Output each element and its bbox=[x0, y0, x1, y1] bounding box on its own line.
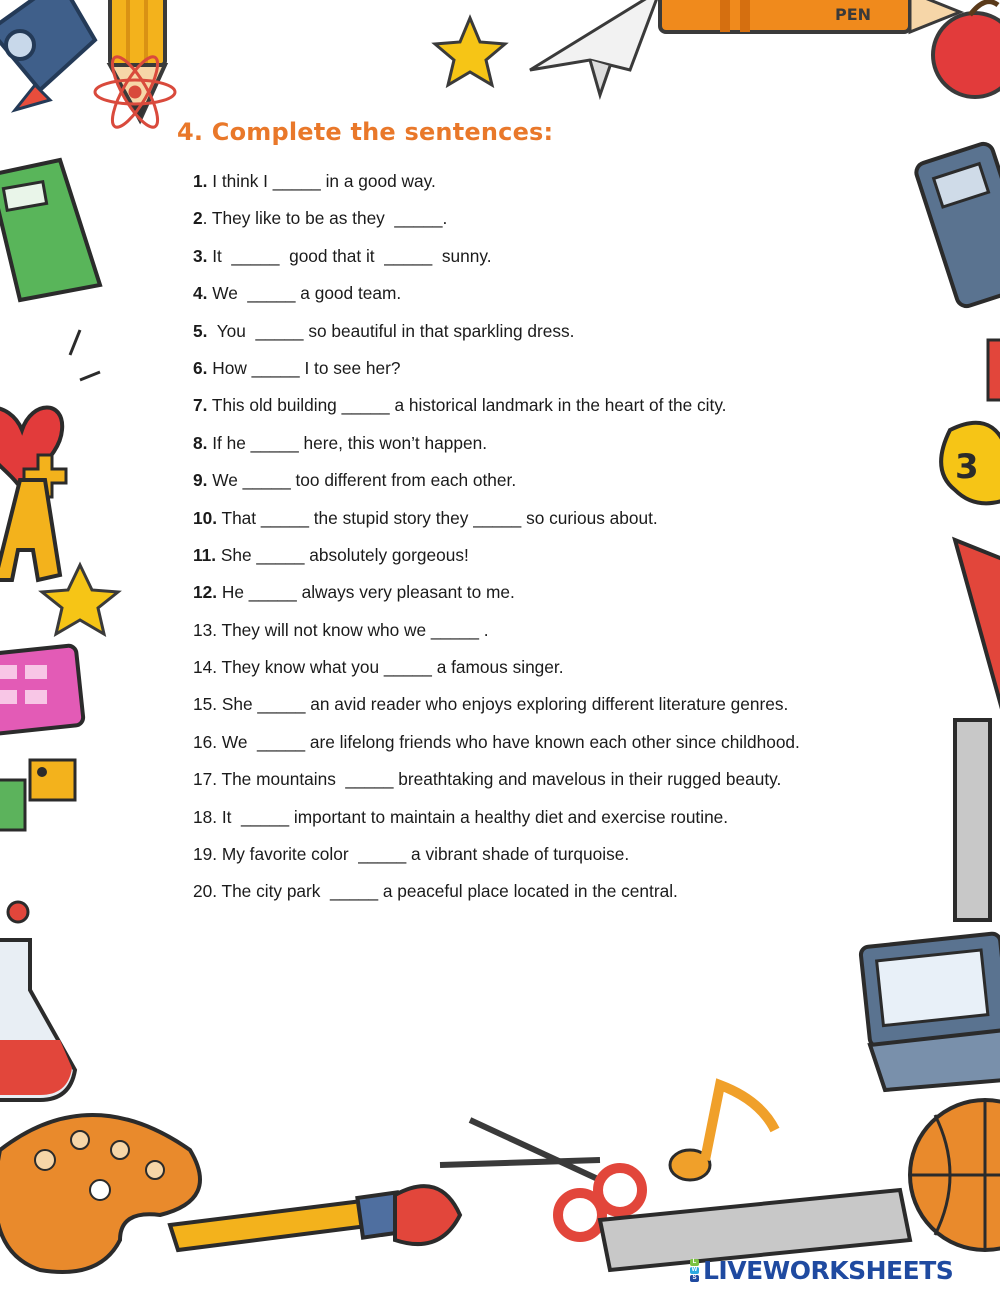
sentence-text: My favorite color _____ a vibrant shade of turquoise. bbox=[217, 844, 630, 865]
sentence-number: 12. bbox=[193, 582, 218, 603]
sentence-text: You _____ so beautiful in that sparkling dress. bbox=[207, 320, 575, 341]
sentence-number: 14. bbox=[193, 657, 218, 678]
sentence-text: We _____ too different from each other. bbox=[207, 470, 517, 491]
worksheet-title: 4. Complete the sentences: bbox=[177, 118, 554, 146]
sentence-number: 5. bbox=[193, 320, 208, 341]
liveworksheets-logo-mark-icon bbox=[690, 1259, 699, 1282]
sentence-item bbox=[193, 320, 913, 357]
sentence-number: 7. bbox=[193, 395, 208, 416]
sentence-text: It _____ important to maintain a healthy diet and exercise routine. bbox=[217, 806, 729, 827]
sentence-number: 15. bbox=[193, 694, 218, 715]
sentence-text: It _____ good that it _____ sunny. bbox=[207, 245, 492, 266]
triangle-ruler-icon bbox=[955, 540, 1000, 720]
music-note-icon bbox=[670, 1085, 775, 1180]
sentence-number: 11. bbox=[193, 544, 217, 565]
basketball-icon bbox=[910, 1100, 1000, 1250]
ruler-icon bbox=[955, 720, 990, 920]
sentence-item bbox=[193, 507, 913, 544]
svg-text:3: 3 bbox=[955, 447, 979, 487]
logo-tile: W bbox=[691, 1266, 698, 1273]
liveworksheets-logo[interactable] bbox=[690, 1255, 953, 1285]
sentence-item bbox=[193, 245, 913, 282]
sentence-text: If he _____ here, this won’t happen. bbox=[207, 432, 488, 453]
sentence-item bbox=[193, 469, 913, 506]
speech-bubble-icon bbox=[941, 423, 1000, 504]
sentence-item bbox=[193, 843, 913, 880]
sentence-number: 16. bbox=[193, 731, 218, 752]
sentence-number: 19. bbox=[193, 844, 218, 865]
laptop-icon bbox=[860, 933, 1000, 1090]
sentence-item bbox=[193, 357, 913, 394]
sentence-text: The city park _____ a peaceful place located in the central. bbox=[217, 881, 678, 902]
sentence-number: 18. bbox=[193, 806, 218, 827]
sentence-item bbox=[193, 432, 913, 469]
sentence-text: They will not know who we _____ . bbox=[217, 619, 489, 640]
sentence-number: 2 bbox=[193, 208, 203, 229]
sentence-number: 10. bbox=[193, 507, 218, 528]
sentence-text: That _____ the stupid story they _____ so curious about. bbox=[217, 507, 658, 528]
sentence-number: 9. bbox=[193, 470, 208, 491]
rocket-icon bbox=[0, 0, 95, 110]
sentence-list bbox=[193, 170, 913, 918]
logo-tile: S bbox=[690, 1275, 699, 1282]
sentence-text: She _____ an avid reader who enjoys exploring different literature genres. bbox=[217, 694, 789, 715]
ruler-icon bbox=[988, 340, 1000, 400]
sentence-item bbox=[193, 768, 913, 805]
sentence-number: 1. bbox=[193, 171, 208, 191]
sentence-item bbox=[193, 282, 913, 319]
sentence-number: 20. bbox=[193, 881, 218, 902]
sentence-text: We _____ are lifelong friends who have known each other since childhood. bbox=[217, 731, 800, 752]
sentence-item bbox=[193, 880, 913, 917]
logo-tile: L bbox=[690, 1259, 699, 1266]
sentence-number: 8. bbox=[193, 432, 208, 453]
flask-icon bbox=[0, 902, 75, 1100]
sentence-item bbox=[193, 806, 913, 843]
sentence-text: They know what you _____ a famous singer. bbox=[217, 657, 564, 678]
sentence-item bbox=[193, 207, 913, 244]
sentence-item bbox=[193, 170, 913, 207]
sentence-text: She _____ absolutely gorgeous! bbox=[216, 544, 469, 565]
palette-icon bbox=[0, 1115, 200, 1272]
sentence-text: The mountains _____ breathtaking and mavelous in their rugged beauty. bbox=[217, 769, 782, 790]
sentence-text: He _____ always very pleasant to me. bbox=[217, 582, 515, 603]
sentence-item bbox=[193, 544, 913, 581]
calculator-icon bbox=[0, 645, 84, 735]
calculator-icon bbox=[914, 141, 1000, 308]
sentence-number: 3. bbox=[193, 245, 208, 266]
sentence-text: We _____ a good team. bbox=[207, 283, 402, 304]
brand-name: LIVEWORKSHEETS bbox=[703, 1255, 954, 1285]
sentence-text: . They like to be as they _____. bbox=[202, 208, 448, 229]
sentence-item bbox=[193, 731, 913, 768]
sentence-number: 6. bbox=[193, 357, 208, 378]
sentence-text: I think I _____ in a good way. bbox=[207, 171, 436, 191]
sentence-text: How _____ I to see her? bbox=[207, 357, 401, 378]
sentence-number: 17. bbox=[193, 769, 218, 790]
sentence-item bbox=[193, 656, 913, 693]
sentence-item bbox=[193, 693, 913, 730]
svg-text:PEN: PEN bbox=[835, 5, 872, 24]
sentence-item bbox=[193, 619, 913, 656]
pen-icon bbox=[660, 0, 960, 32]
book-icon bbox=[0, 160, 100, 300]
sentence-item bbox=[193, 581, 913, 618]
paper-plane-icon bbox=[530, 0, 660, 95]
star-icon bbox=[435, 18, 505, 85]
blocks-icon bbox=[0, 760, 75, 830]
paintbrush-icon bbox=[170, 1186, 460, 1250]
sentence-number: 4. bbox=[193, 283, 208, 304]
sentence-text: This old building _____ a historical landmark in the heart of the city. bbox=[207, 395, 727, 416]
sentence-number: 13. bbox=[193, 619, 218, 640]
sentence-item bbox=[193, 394, 913, 431]
